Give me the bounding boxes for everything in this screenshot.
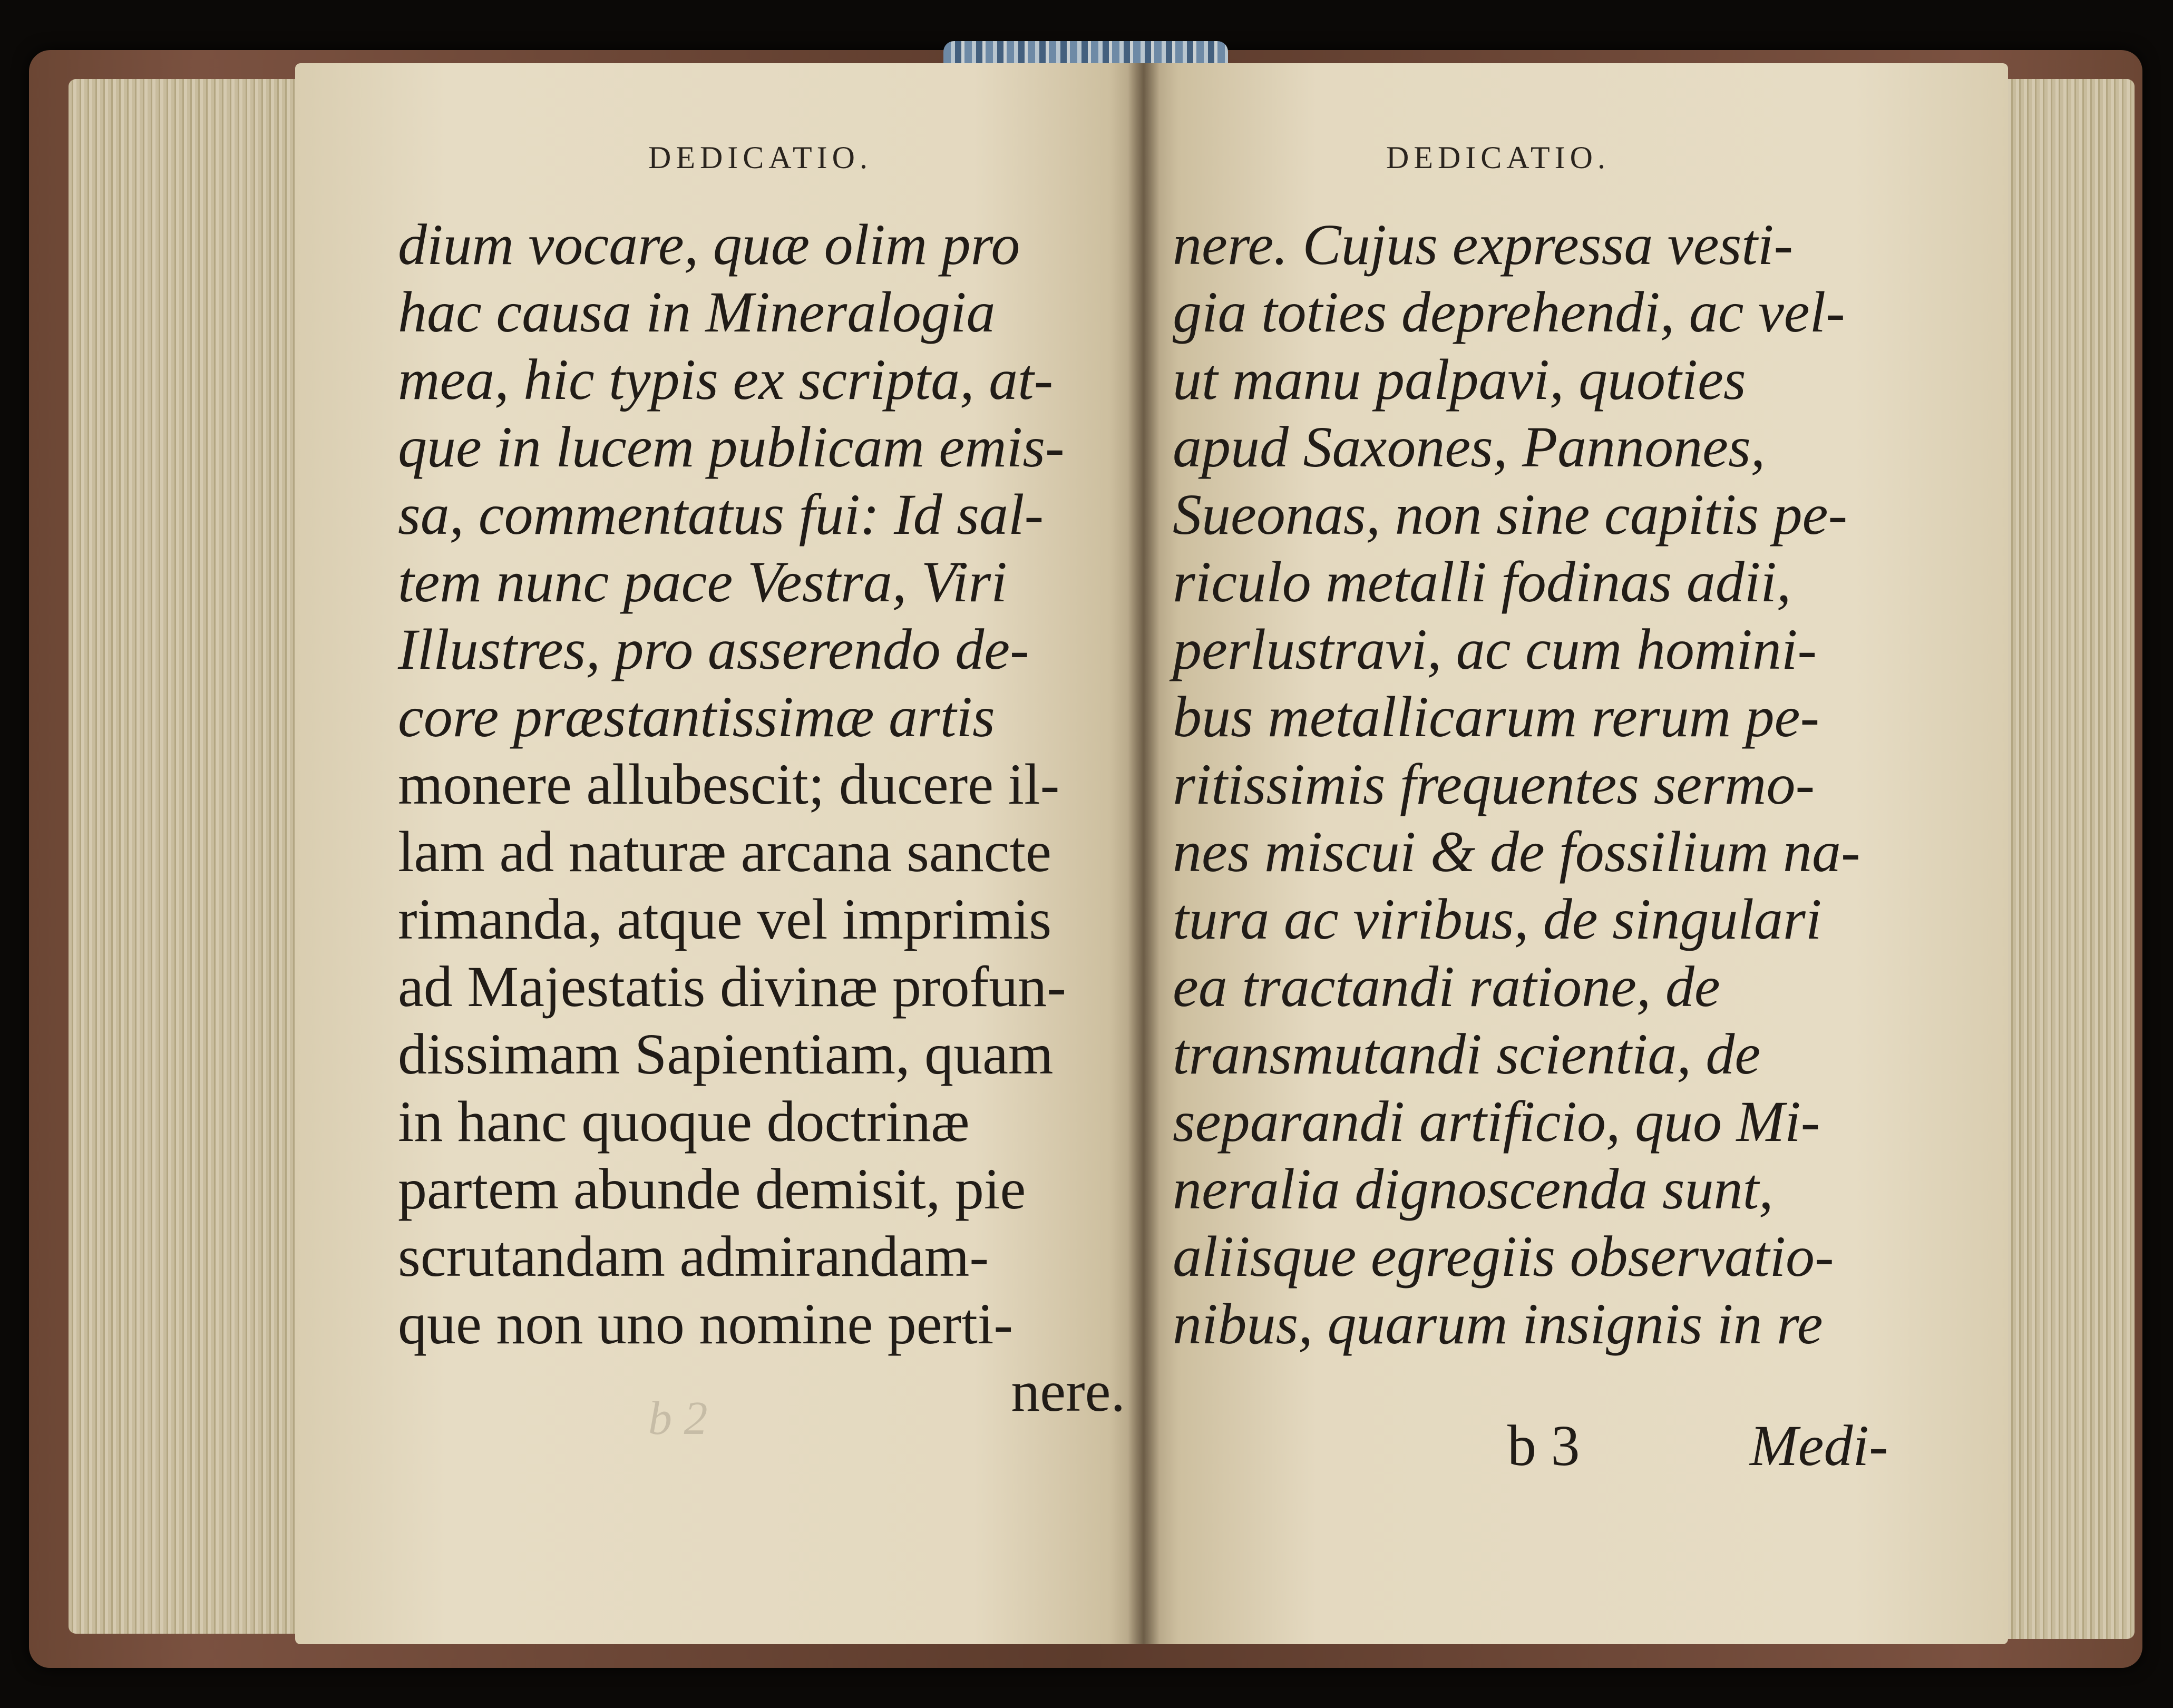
catchword: Medi- bbox=[1750, 1413, 1888, 1478]
left-text-line: lam ad naturæ arcana sancte bbox=[398, 819, 1051, 884]
left-text-line: que non uno nomine perti- bbox=[398, 1292, 1013, 1356]
right-text-line: Sueonas, non sine capitis pe- bbox=[1173, 482, 1848, 546]
right-text-line: neralia dignoscenda sunt, bbox=[1173, 1157, 1774, 1221]
left-page-header: DEDICATIO. bbox=[648, 140, 872, 175]
left-text-line: Illustres, pro asserendo de- bbox=[398, 617, 1029, 681]
left-text-line: mea, hic typis ex scripta, at- bbox=[398, 347, 1054, 412]
book-gutter bbox=[1128, 63, 1159, 1644]
right-text-line: perlustravi, ac cum homini- bbox=[1173, 617, 1817, 681]
right-text-line: apud Saxones, Pannones, bbox=[1173, 415, 1766, 479]
left-text-line: que in lucem publicam emis- bbox=[398, 415, 1065, 479]
right-text-line: nere. Cujus expressa vesti- bbox=[1173, 212, 1794, 277]
right-text-line: tura ac viribus, de singulari bbox=[1173, 887, 1822, 951]
left-text-line: rimanda, atque vel imprimis bbox=[398, 887, 1052, 951]
left-page-text bbox=[398, 211, 1125, 1425]
left-text-line: nere. bbox=[1011, 1359, 1125, 1423]
right-text-line: transmutandi scientia, de bbox=[1173, 1022, 1761, 1086]
bleed-through-signature: b 2 bbox=[648, 1392, 708, 1445]
left-text-line: hac causa in Mineralogia bbox=[398, 280, 996, 344]
right-page-header: DEDICATIO. bbox=[1386, 140, 1610, 175]
left-text-line: dium vocare, quæ olim pro bbox=[398, 212, 1020, 277]
right-text-line: gia toties deprehendi, ac vel- bbox=[1173, 280, 1845, 344]
right-text-line: riculo metalli fodinas adii, bbox=[1173, 550, 1791, 614]
page-edges-right bbox=[1992, 79, 2135, 1639]
left-text-line: ad Majestatis divinæ profun- bbox=[398, 954, 1066, 1019]
right-text-line: nes miscui & de fossilium na- bbox=[1173, 819, 1860, 884]
right-text-line: nibus, quarum insignis in re bbox=[1173, 1292, 1823, 1356]
left-text-line: in hanc quoque doctrinæ bbox=[398, 1089, 970, 1154]
left-text-line: tem nunc pace Vestra, Viri bbox=[398, 550, 1007, 614]
right-text-line: ritissimis frequentes sermo- bbox=[1173, 752, 1815, 816]
left-text-line: partem abunde demisit, pie bbox=[398, 1157, 1026, 1221]
left-text-line: sa, commentatus fui: Id sal- bbox=[398, 482, 1044, 546]
signature-mark: b 3 bbox=[1507, 1413, 1580, 1478]
right-text-line: ea tractandi ratione, de bbox=[1173, 954, 1720, 1019]
left-text-line: monere allubescit; ducere il- bbox=[398, 752, 1060, 816]
right-text-line: separandi artificio, quo Mi- bbox=[1173, 1089, 1820, 1154]
right-page-text bbox=[1173, 211, 1911, 1358]
right-text-line: ut manu palpavi, quoties bbox=[1173, 347, 1746, 412]
right-text-line: bus metallicarum rerum pe- bbox=[1173, 685, 1820, 749]
left-text-line: core præstantissimæ artis bbox=[398, 685, 995, 749]
right-text-line: aliisque egregiis observatio- bbox=[1173, 1224, 1834, 1289]
left-text-line: dissimam Sapientiam, quam bbox=[398, 1022, 1054, 1086]
page-edges-left bbox=[69, 79, 321, 1634]
left-text-line: scrutandam admirandam- bbox=[398, 1224, 989, 1289]
